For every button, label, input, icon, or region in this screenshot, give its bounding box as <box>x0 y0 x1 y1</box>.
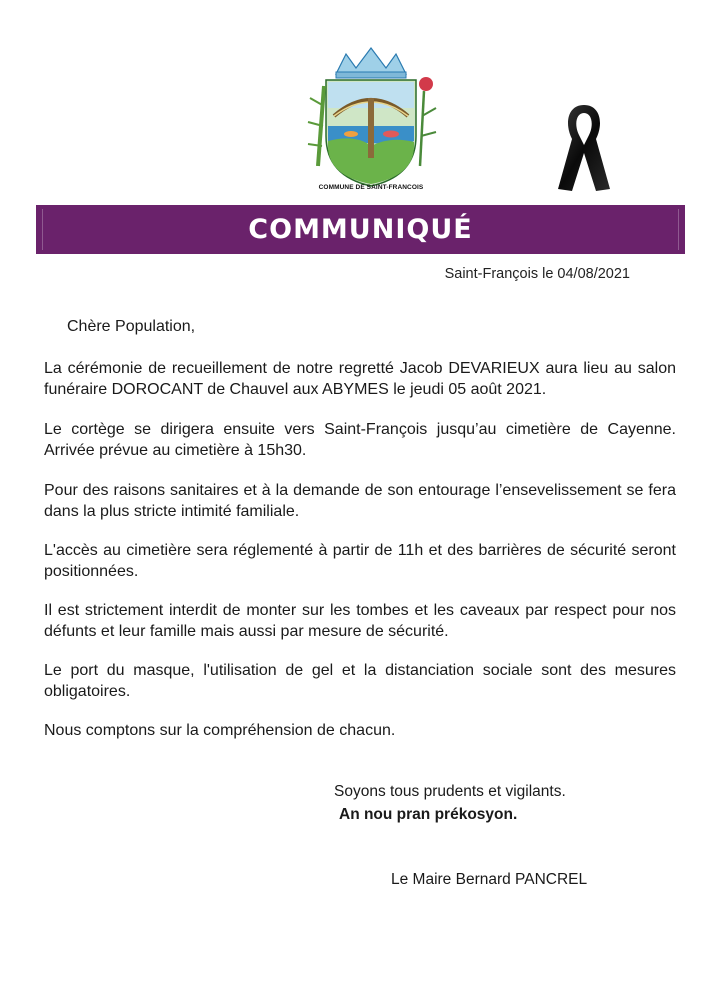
banner-title: COMMUNIQUÉ <box>248 214 473 245</box>
closing-line: Soyons tous prudents et vigilants. <box>334 783 566 800</box>
title-banner <box>36 205 685 254</box>
mourning-ribbon-icon <box>556 95 612 193</box>
paragraph: Pour des raisons sanitaires et à la demande de son entourage l’ensevelissement se fera dans la plus stricte intimité familiale. <box>44 482 676 520</box>
municipal-crest-icon <box>296 46 446 196</box>
letter-date: Saint-François le 04/08/2021 <box>444 266 630 282</box>
salutation: Chère Population, <box>67 318 196 335</box>
signature: Le Maire Bernard PANCREL <box>391 871 588 888</box>
paragraph: Nous comptons sur la compréhension de chacun. <box>44 722 396 739</box>
paragraph: L'accès au cimetière sera réglementé à partir de 11h et des barrières de sécurité seront positionnées. <box>44 542 676 580</box>
paragraph: La cérémonie de recueillement de notre regretté Jacob DEVARIEUX aura lieu au salon funéraire DOROCANT de Chauvel aux ABYMES le jeudi 05 août 2021. <box>44 360 676 398</box>
paragraph: Le cortège se dirigera ensuite vers Saint-François jusqu’au cimetière de Cayenne. Arrivée prévue au cimetière à 15h30. <box>44 421 676 459</box>
paragraph: Le port du masque, l'utilisation de gel et la distanciation sociale sont des mesures obligatoires. <box>44 662 676 700</box>
paragraph: Il est strictement interdit de monter sur les tombes et les caveaux par respect pour nos défunts et leur famille mais aussi par mesure de sécurité. <box>44 602 676 640</box>
crest-caption: COMMUNE DE SAINT-FRANCOIS <box>318 184 424 191</box>
closing-creole: An nou pran prékosyon. <box>339 806 518 823</box>
